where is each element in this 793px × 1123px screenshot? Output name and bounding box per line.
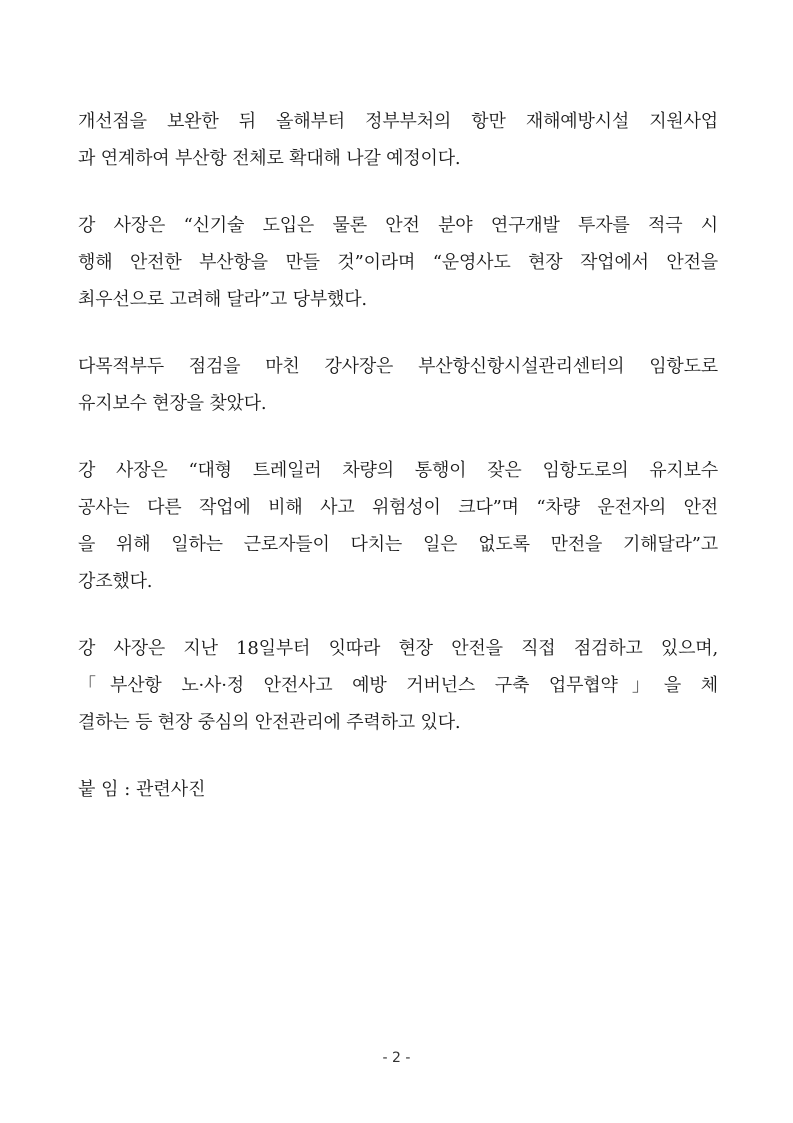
- paragraph-2: [78, 207, 718, 318]
- text-line: 다목적부두 점검을 마친 강사장은 부산항신항시설관리센터의 임항도로: [78, 356, 718, 377]
- text-line: 강 사장은 지난 18일부터 잇따라 현장 안전을 직접 점검하고 있으며,: [78, 638, 718, 659]
- paragraph-5: [78, 630, 718, 741]
- attachment-note: 붙 임 : 관련사진: [78, 779, 206, 800]
- paragraph-4: [78, 452, 718, 600]
- text-line: 개선점을 보완한 뒤 올해부터 정부부처의 항만 재해예방시설 지원사업: [78, 111, 718, 132]
- text-line: 공사는 다른 작업에 비해 사고 위험성이 크다”며 “차량 운전자의 안전: [78, 497, 718, 518]
- paragraph-1: [78, 103, 718, 177]
- text-line: 강 사장은 “신기술 도입은 물론 안전 분야 연구개발 투자를 적극 시: [78, 215, 718, 236]
- text-line: 을 위해 일하는 근로자들이 다치는 일은 없도록 만전을 기해달라”고: [78, 534, 718, 555]
- text-line: 강조했다.: [78, 571, 153, 592]
- text-line: 결하는 등 현장 중심의 안전관리에 주력하고 있다.: [78, 712, 461, 733]
- page-number: - 2 -: [382, 1050, 411, 1066]
- text-line: 행해 안전한 부산항을 만들 것”이라며 “운영사도 현장 작업에서 안전을: [78, 252, 718, 273]
- text-line: 최우선으로 고려해 달라”고 당부했다.: [78, 289, 367, 310]
- text-line: 「부산항 노·사·정 안전사고 예방 거버넌스 구축 업무협약」을 체: [78, 675, 718, 696]
- text-line: 강 사장은 “대형 트레일러 차량의 통행이 잦은 임항도로의 유지보수: [78, 460, 718, 481]
- text-line: 과 연계하여 부산항 전체로 확대해 나갈 예정이다.: [78, 148, 461, 169]
- text-line: 유지보수 현장을 찾았다.: [78, 393, 267, 414]
- paragraph-3: [78, 348, 718, 422]
- body-text: [78, 103, 718, 808]
